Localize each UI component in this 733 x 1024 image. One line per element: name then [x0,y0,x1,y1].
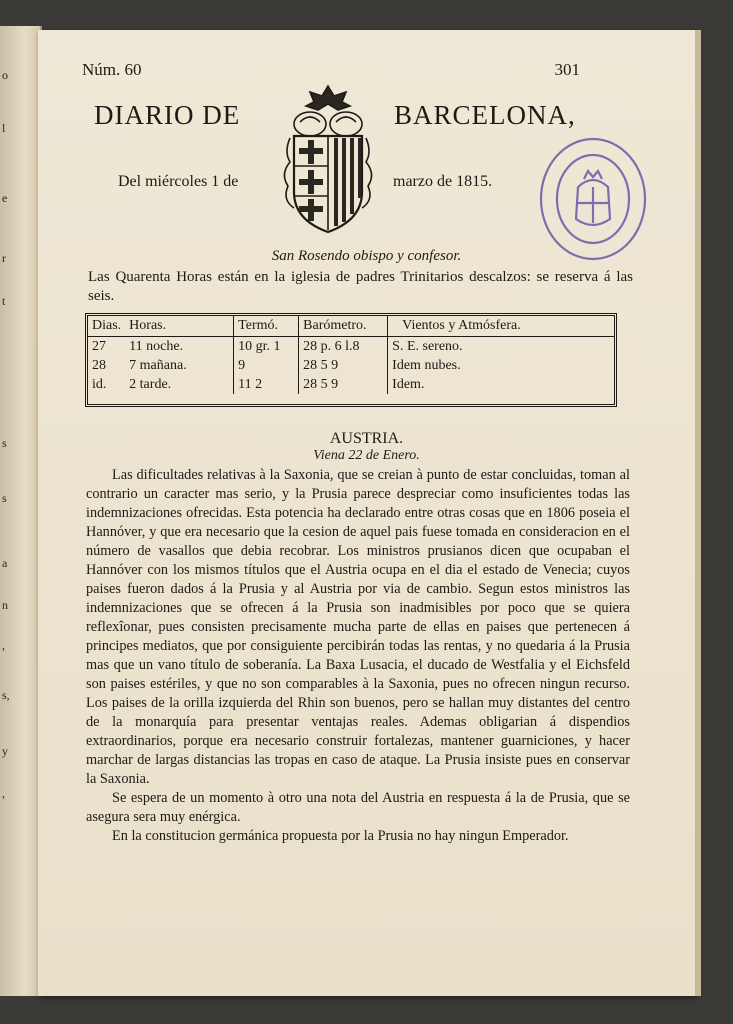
weather-cell-hour: 11 noche. [129,339,184,354]
article-paragraph: Las dificultades relativas à la Saxonia, que se creian à punto de estar concluidas, toman al contrario un caracter mas serio, y la Prusia parece despreciar como insuficientes todas las indemnizaciones ofrecidas. Esta potencia ha declarado entre otras cosas que en 1806 poseia el Hannóver, y que era necesario que la cesion de aquel pais fuese tomada en consideracion en el número de vasallos que debia recobrar. Los ministros prusianos dicen que ocupaban el Hannóver con los mismos títulos que el Austria ocupa en el dia el estado de Venecia; cuyos paises fueron dados á la Prusia y al Austria por via de cambio. Segun estos ministros las indemnizaciones que se ofrecen á la Prusia son inadmisibles por poco que se quiera reflexîonar, pues consisten precisamente mucha parte de ellas en paises que pertenecen á principes mediatos, que por consiguiente percibirán todas las rentas, y no quedaria á la Prusia mas que un vano título de soberanía. La Baxa Lusacia, el ducado de Westfalia y el Eichsfeld son paises estériles, y que no son comparables à la Saxonia, pues no ofrecen ningun recurso. Los paises de la orilla izquierda del Rhin son buenos, pero se hallan muy distantes del centro de la monarquía para presentar ventajas reales. Ademas obligarian á dispendios extraordinarios, porque era necesario construir fortalezas, mantener guarniciones, y hacer marchar de largas distancias las tropas en caso de ataque. La Prusia insiste pues en conservar la Saxonia. [86,467,630,787]
forty-hours-notice: Las Quarenta Horas están en la iglesia de padres Trinitarios descalzos: se reserva á las seis. [88,269,633,304]
weather-header-row [88,316,614,337]
facing-page-mark: s [2,491,7,505]
issue-number: Núm. 60 [82,60,142,79]
article-paragraph: Se espera de un momento à otro una nota del Austria en respuesta á la de Prusia, que se asegura sera muy enérgica. [86,790,630,825]
weather-cell-day: 28 [92,358,106,373]
weather-cell-winds: Idem. [388,375,614,394]
weather-cell-barometer: 28 5 9 [299,356,388,375]
masthead-title-left: DIARIO DE [94,100,241,130]
weather-cell-barometer: 28 5 9 [299,375,388,394]
article-body [86,466,630,846]
weather-header-cell: Horas. [125,316,234,337]
section-heading: AUSTRIA. [329,430,404,447]
saint-of-day: San Rosendo obispo y confesor. [271,248,462,264]
facing-page-mark: l [2,121,6,135]
weather-header-cell: Termó. [234,316,299,337]
page-edge [695,30,701,996]
facing-page-edge [0,26,42,996]
weather-cell-barometer: 28 p. 6 l.8 [299,337,388,357]
weather-header-cell: Vientos y Atmósfera. [388,316,614,337]
weather-table [85,313,617,407]
article-dateline: Viena 22 de Enero. [313,448,420,463]
facing-page-mark: a [2,556,8,570]
facing-page-mark: s [2,436,7,450]
weather-cell-winds: Idem nubes. [388,356,614,375]
barcelona-coat-of-arms-icon [270,82,386,240]
library-stamp-icon [538,135,648,263]
weather-cell-day: id. [92,377,107,392]
facing-page-mark: , [2,786,5,800]
masthead-title-right: BARCELONA, [394,100,576,130]
weather-cell-hour: 2 tarde. [129,377,172,392]
facing-page-mark: y [2,744,8,758]
weather-cell-day: 27 [92,339,106,354]
facing-page-mark: r [2,251,6,265]
facing-page-mark: s, [2,688,10,702]
weather-header-cell: Barómetro. [299,316,388,337]
facing-page-mark: , [2,638,5,652]
weather-cell-winds: S. E. sereno. [388,337,614,357]
weather-cell-thermo: 10 gr. 1 [234,337,299,357]
facing-page-mark: n [2,598,8,612]
masthead-date-left: Del miércoles 1 de [118,173,239,190]
weather-cell-thermo: 11 2 [234,375,299,394]
table-row [88,375,614,394]
facing-page-mark: t [2,294,6,308]
facing-page-mark: e [2,191,8,205]
masthead-date-right: marzo de 1815. [393,173,493,190]
table-row [88,356,614,375]
weather-cell-hour: 7 mañana. [129,358,187,373]
table-row [88,337,614,357]
weather-header-cell: Dias. [88,316,125,337]
article-paragraph: En la constitucion germánica propuesta por la Prusia no hay ningun Emperador. [112,828,569,844]
page-number: 301 [554,60,580,79]
newspaper-page [38,30,695,996]
weather-cell-thermo: 9 [234,356,299,375]
facing-page-mark: o [2,68,8,82]
